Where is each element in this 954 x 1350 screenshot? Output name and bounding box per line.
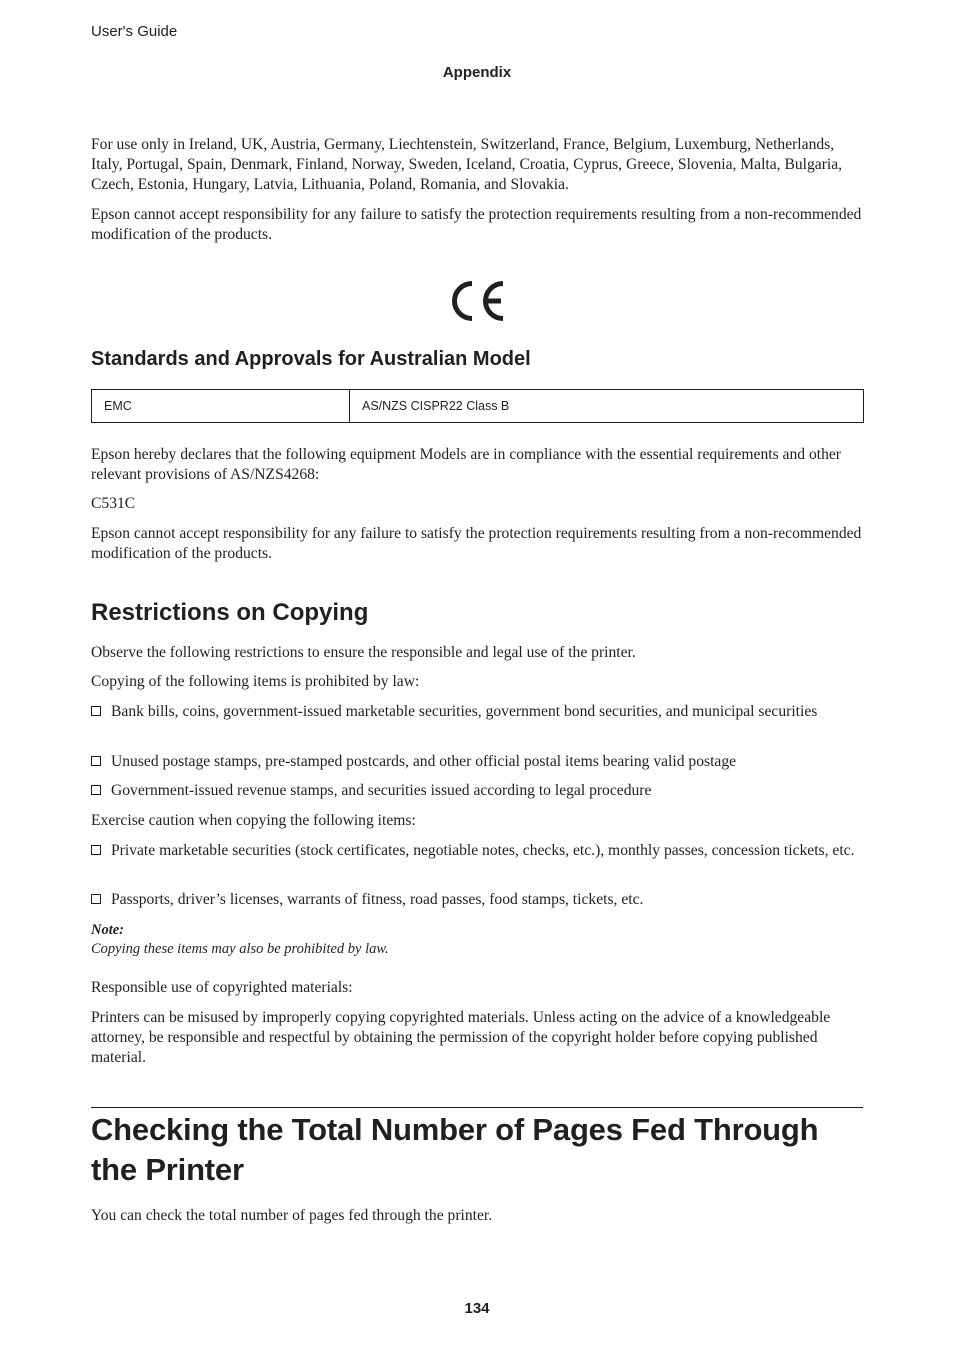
list-item: Government-issued revenue stamps, and securities issued according to legal procedure <box>91 781 863 801</box>
checkbox-bullet-icon <box>91 894 101 904</box>
restrictions-heading: Restrictions on Copying <box>91 599 369 626</box>
checkbox-bullet-icon <box>91 785 101 795</box>
australia-heading: Standards and Approvals for Australian Model <box>91 348 531 370</box>
running-header-guide: User's Guide <box>91 23 178 40</box>
table-row <box>92 390 864 423</box>
checkbox-bullet-icon <box>91 706 101 716</box>
list-item: Bank bills, coins, government-issued marketable securities, government bond securities, and municipal securities <box>91 702 863 722</box>
list-item: Passports, driver’s licenses, warrants of fitness, road passes, food stamps, tickets, etc. <box>91 890 863 910</box>
copyright-intro: Responsible use of copyrighted materials: <box>91 979 353 996</box>
checking-heading-block <box>91 1110 863 1190</box>
note-text: Copying these items may also be prohibited by law. <box>91 941 389 957</box>
eu-disclaimer-paragraph: Epson cannot accept responsibility for any failure to satisfy the protection requirements resulting from a non-recommended modification of the products. <box>91 206 862 243</box>
restrictions-intro: Observe the following restrictions to ensure the responsible and legal use of the printer. <box>91 644 636 661</box>
table-cell: EMC <box>92 390 350 423</box>
list-item: Unused postage stamps, pre-stamped postcards, and other official postal items bearing valid postage <box>91 752 863 772</box>
list-item: Private marketable securities (stock certificates, negotiable notes, checks, etc.), monthly passes, concession tickets, etc. <box>91 841 863 861</box>
prohibited-intro: Copying of the following items is prohibited by law: <box>91 673 420 690</box>
standards-table <box>91 389 864 423</box>
checking-heading: Checking the Total Number of Pages Fed Through the Printer <box>91 1112 819 1187</box>
restrictions-heading-block <box>91 599 863 627</box>
checking-text: You can check the total number of pages fed through the printer. <box>91 1207 493 1224</box>
eu-countries-paragraph: For use only in Ireland, UK, Austria, Germany, Liechtenstein, Switzerland, France, Belgium, Luxemburg, Netherlands, Italy, Portugal, Spain, Denmark, Finland, Norway, Sweden, Iceland, Croatia, Cyprus, Greece, Slovenia, Malta, Bulgaria, Czech, Estonia, Hungary, Latvia, Lithuania, Poland, Romania, and Slovakia. <box>91 136 843 193</box>
checkbox-bullet-icon <box>91 845 101 855</box>
standards-table-wrap <box>91 389 863 423</box>
australia-heading-block <box>91 347 863 371</box>
table-cell: AS/NZS CISPR22 Class B <box>350 390 864 423</box>
australia-model: C531C <box>91 495 136 512</box>
australia-declaration: Epson hereby declares that the following equipment Models are in compliance with the essential requirements and other relevant provisions of AS/NZS4268: <box>91 446 841 483</box>
note-block <box>91 921 863 959</box>
caution-intro: Exercise caution when copying the following items: <box>91 812 416 829</box>
ce-mark-icon <box>448 280 508 322</box>
australia-disclaimer: Epson cannot accept responsibility for any failure to satisfy the protection requirements resulting from a non-recommended modification of the products. <box>91 525 862 562</box>
checkbox-bullet-icon <box>91 756 101 766</box>
page-number: 134 <box>464 1300 490 1317</box>
copyright-text: Printers can be misused by improperly copying copyrighted materials. Unless acting on the advice of a knowledgeable attorney, be responsible and respectful by obtaining the permission of the copyright holder before copying published material. <box>91 1009 831 1066</box>
note-title: Note: <box>91 922 125 938</box>
chapter-rule <box>91 1107 863 1108</box>
running-header-section: Appendix <box>442 64 512 81</box>
